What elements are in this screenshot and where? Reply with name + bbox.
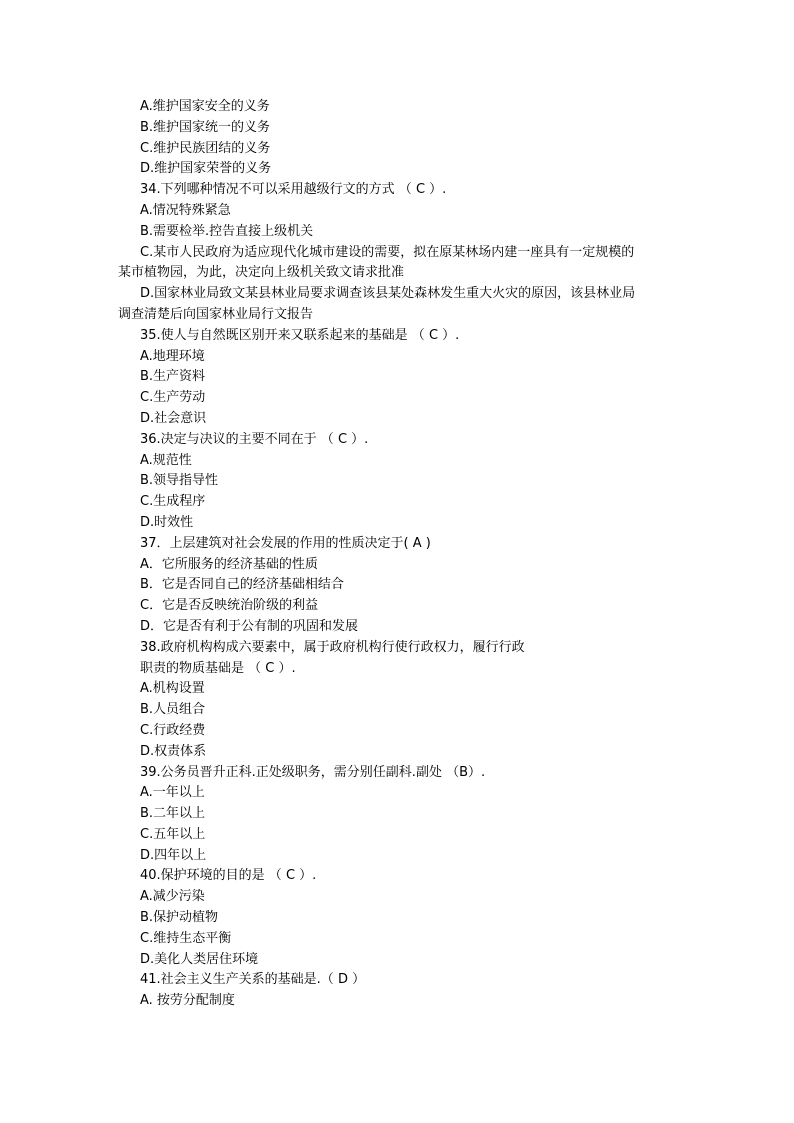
option-line: A．它所服务的经济基础的性质	[140, 556, 318, 572]
option-line: D.维护国家荣誉的义务	[140, 161, 272, 177]
option-line: C.维护民族团结的义务	[140, 140, 271, 156]
option-line: C.生产劳动	[140, 390, 206, 406]
option-line: A. 按劳分配制度	[140, 993, 235, 1009]
question-line: 37．上层建筑对社会发展的作用的性质决定于( A )	[140, 535, 431, 551]
question-line: 38.政府机构构成六要素中，属于政府机构行使行政权力，履行行政	[140, 639, 525, 655]
option-line: B.生产资料	[140, 369, 206, 385]
option-line: B.保护动植物	[140, 910, 219, 926]
question-line-continued: 职责的物质基础是 （ C ）.	[140, 660, 296, 676]
option-line: B.需要检举.控告直接上级机关	[140, 223, 314, 239]
option-line: A.机构设置	[140, 681, 205, 697]
question-line: 41.社会主义生产关系的基础是.（ D ）	[140, 972, 366, 988]
option-line: C．它是否反映统治阶级的利益	[140, 598, 319, 614]
question-line: 39.公务员晋升正科.正处级职务，需分别任副科.副处 （B）.	[140, 764, 486, 780]
option-line: C.维持生态平衡	[140, 930, 232, 946]
option-line: A.规范性	[140, 452, 192, 468]
option-line: C.行政经费	[140, 722, 206, 738]
option-line: D．它是否有利于公有制的巩固和发展	[140, 618, 359, 634]
question-line: 40.保护环境的目的是 （ C ）.	[140, 868, 317, 884]
option-line: A.一年以上	[140, 785, 205, 801]
option-line: A.情况特殊紧急	[140, 202, 231, 218]
option-line: D.美化人类居住环境	[140, 951, 259, 967]
option-line: B.二年以上	[140, 806, 206, 822]
option-line: D.社会意识	[140, 410, 207, 426]
question-line: 35.使人与自然既区别开来又联系起来的基础是 （ C ）.	[140, 327, 460, 343]
question-line: 34.下列哪种情况不可以采用越级行文的方式 （ C ）.	[140, 182, 447, 198]
option-line: D.时效性	[140, 514, 194, 530]
option-line: D.权责体系	[140, 743, 207, 759]
option-line: B．它是否同自己的经济基础相结合	[140, 577, 344, 593]
option-line: C.五年以上	[140, 826, 206, 842]
option-line: D.四年以上	[140, 847, 207, 863]
option-line: A.地理环境	[140, 348, 205, 364]
option-line: B.人员组合	[140, 702, 206, 718]
question-line: 36.决定与决议的主要不同在于 （ C ）.	[140, 431, 369, 447]
option-line-continued: 调查清楚后向国家林业局行文报告	[118, 306, 314, 322]
option-line: A.维护国家安全的义务	[140, 99, 270, 114]
option-line-continued: 某市植物园，为此，决定向上级机关致文请求批准	[118, 265, 405, 281]
option-line: C.生成程序	[140, 494, 206, 510]
option-line: B.领导指导性	[140, 473, 219, 489]
option-line: C.某市人民政府为适应现代化城市建设的需要，拟在原某林场内建一座具有一定规模的	[140, 244, 635, 260]
option-line: B.维护国家统一的义务	[140, 119, 271, 135]
option-line: A.减少污染	[140, 889, 205, 905]
option-line: D.国家林业局致文某县林业局要求调查该县某处森林发生重大火灾的原因，该县林业局	[140, 286, 636, 302]
document-body	[118, 97, 678, 1012]
